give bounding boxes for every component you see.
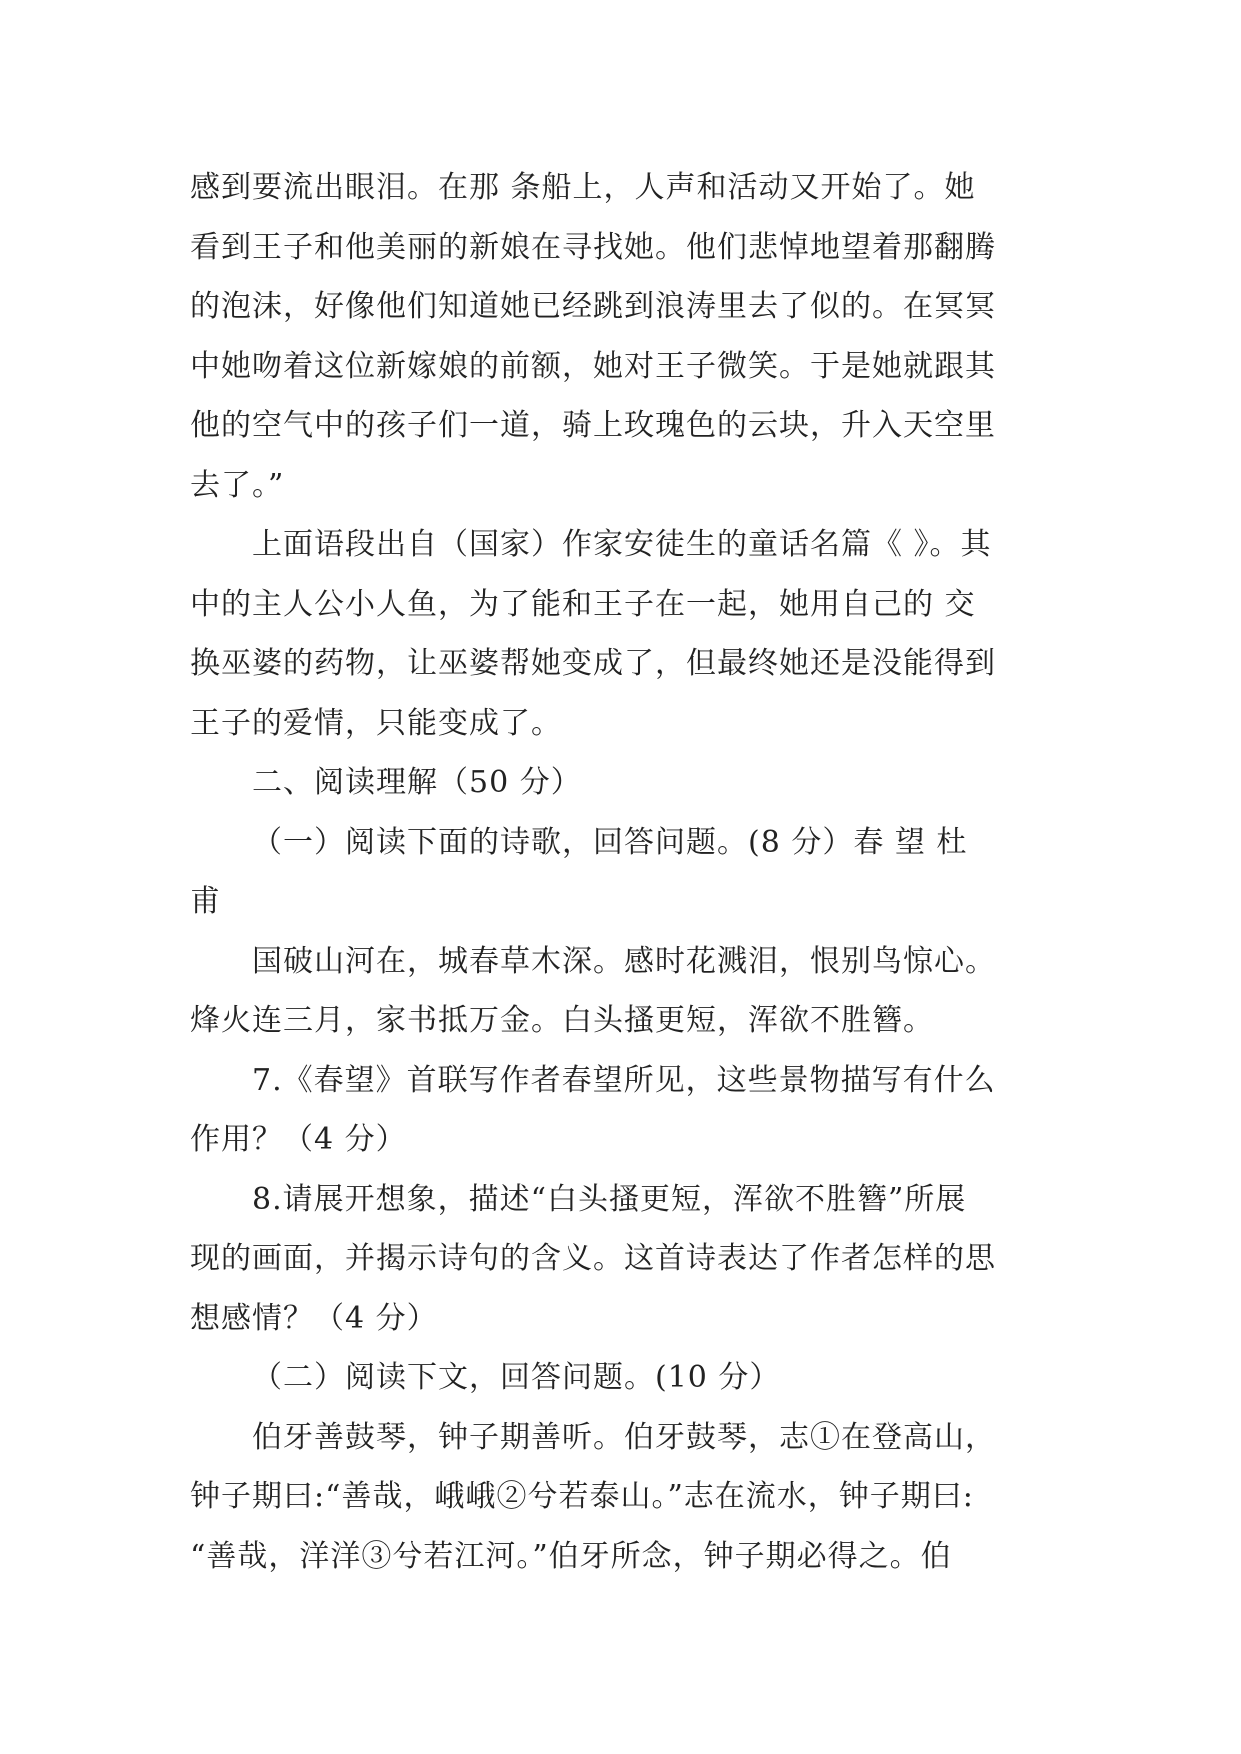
text-line: 国破山河在，城春草木深。感时花溅泪，恨别鸟惊心。 (252, 943, 996, 979)
text-line: 上面语段出自（国家）作家安徒生的童话名篇《 》。其 (252, 527, 992, 562)
text-line: （二）阅读下文，回答问题。(10 分） (252, 1360, 781, 1395)
text-line: （一）阅读下面的诗歌，回答问题。(8 分）春 望 杜 (252, 824, 968, 860)
text-line: 钟子期曰:“善哉，峨峨②兮若泰山。”志在流水，钟子期曰: (190, 1479, 974, 1514)
document-body (190, 158, 1060, 1586)
text-line: 伯牙善鼓琴，钟子期善听。伯牙鼓琴，志①在登高山， (252, 1419, 996, 1455)
text-line: 二、阅读理解（50 分） (252, 765, 582, 800)
text-line: 甫 (190, 884, 221, 919)
text-line: 他的空气中的孩子们一道，骑上玫瑰色的云块，升入天空里 (190, 408, 996, 443)
text-line: “善哉，洋洋③兮若江河。”伯牙所念，钟子期必得之。伯 (190, 1538, 952, 1574)
text-line: 王子的爱情，只能变成了。 (190, 705, 562, 741)
text-line: 感到要流出眼泪。在那 条船上，人声和活动又开始了。她 (190, 170, 976, 205)
text-line: 的泡沫，好像他们知道她已经跳到浪涛里去了似的。在冥冥 (190, 289, 996, 324)
text-line: 中的主人公小人鱼，为了能和王子在一起，她用自己的 交 (190, 586, 976, 622)
text-line: 看到王子和他美丽的新娘在寻找她。他们悲悼地望着那翻腾 (190, 229, 996, 265)
text-line: 烽火连三月，家书抵万金。白头搔更短，浑欲不胜簪。 (190, 1003, 934, 1038)
text-line: 换巫婆的药物，让巫婆帮她变成了，但最终她还是没能得到 (190, 646, 996, 681)
text-line: 现的画面，并揭示诗句的含义。这首诗表达了作者怎样的思 (190, 1241, 996, 1276)
text-line: 8.请展开想象，描述“白头搔更短，浑欲不胜簪”所展 (252, 1181, 967, 1217)
text-line: 想感情？（4 分） (190, 1300, 438, 1336)
text-line: 作用？（4 分） (190, 1122, 407, 1157)
text-line: 去了。” (190, 467, 285, 503)
text-line: 中她吻着这位新嫁娘的前额，她对王子微笑。于是她就跟其 (190, 348, 996, 384)
text-line: 7.《春望》首联写作者春望所见，这些景物描写有什么 (252, 1062, 996, 1098)
